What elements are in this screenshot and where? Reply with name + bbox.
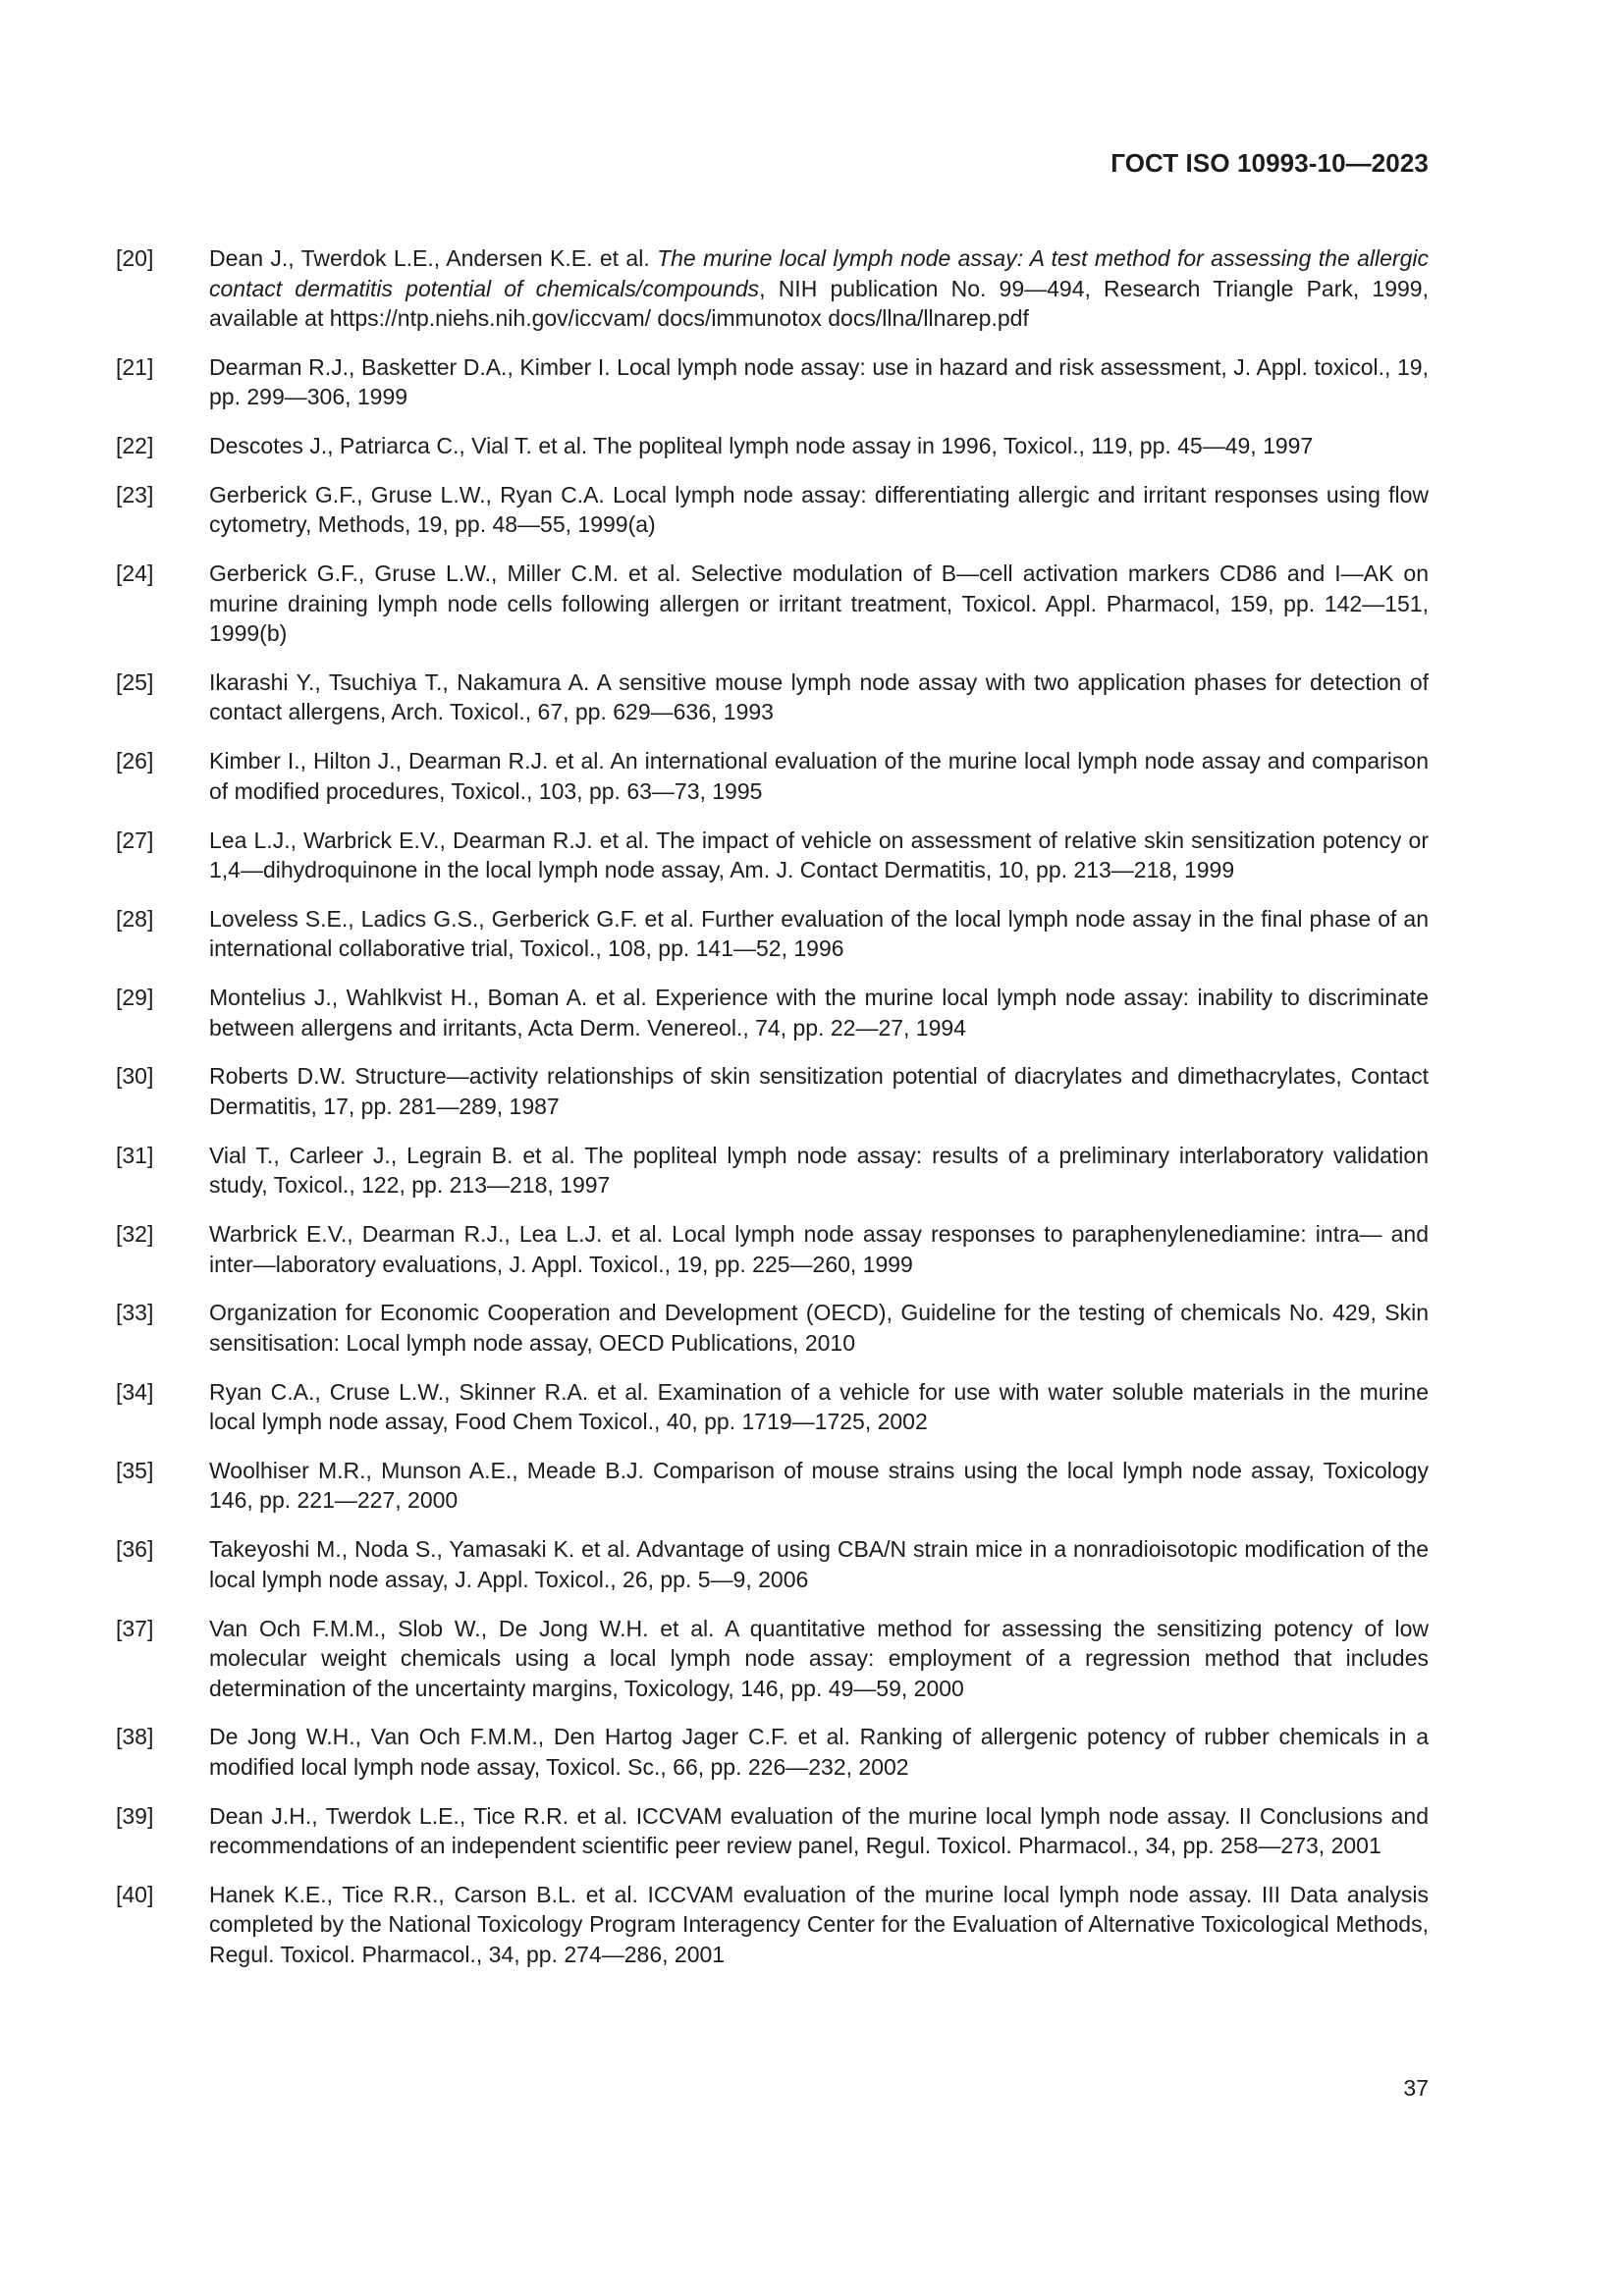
reference-number: [25] (116, 668, 154, 695)
page-header-standard-code: ГОСТ ISO 10993-10—2023 (1110, 148, 1429, 178)
reference-number: [39] (116, 1802, 154, 1829)
reference-number: [20] (116, 245, 154, 271)
reference-number: [31] (116, 1142, 154, 1168)
reference-number: [35] (116, 1457, 154, 1483)
reference-text: Organization for Economic Cooperation and Development (OECD), Guideline for the testing of chemicals No. 429, Skin sensitisation: Local lymph node assay, OECD Publications, 2010 (209, 1300, 1429, 1356)
reference-text: Hanek K.E., Tice R.R., Carson B.L. et al. ICCVAM evaluation of the murine local lymph node assay. III Data analysis completed by the National Toxicology Program Interagency Center for the Evaluation of Alternative Toxicological Methods, Regul. Toxicol. Pharmacol., 34, pp. 274—286, 2001 (209, 1881, 1429, 1967)
reference-item (116, 983, 1429, 1042)
reference-text: Roberts D.W. Structure—activity relationships of skin sensitization potential of diacrylates and dimethacrylates, Contact Dermatitis, 17, pp. 281—289, 1987 (209, 1063, 1429, 1119)
reference-number: [23] (116, 481, 154, 507)
reference-item (116, 1377, 1429, 1437)
reference-text: Lea L.J., Warbrick E.V., Dearman R.J. et al. The impact of vehicle on assessment of relative skin sensitization potency or 1,4—dihydroquinone in the local lymph node assay, Am. J. Contact Dermatitis, 10, pp. 213—218, 1999 (209, 827, 1429, 883)
reference-text: Dearman R.J., Basketter D.A., Kimber I. Local lymph node assay: use in hazard and risk assessment, J. Appl. toxicol., 19, pp. 299—306, 1999 (209, 353, 1429, 410)
reference-text: Warbrick E.V., Dearman R.J., Lea L.J. et al. Local lymph node assay responses to paraphenylenediamine: intra— and inter—laboratory evaluations, J. Appl. Toxicol., 19, pp. 225—260, 1999 (209, 1221, 1429, 1277)
reference-item (116, 559, 1429, 649)
page-number: 37 (1403, 2075, 1429, 2101)
reference-item (116, 1061, 1429, 1121)
reference-number: [24] (116, 561, 154, 587)
reference-text: Gerberick G.F., Gruse L.W., Ryan C.A. Local lymph node assay: differentiating allergic and irritant responses using flow cytometry, Methods, 19, pp. 48—55, 1999(a) (209, 481, 1429, 538)
reference-item (116, 1722, 1429, 1782)
reference-item (116, 1534, 1429, 1594)
reference-item (116, 1298, 1429, 1358)
reference-item (116, 431, 1429, 461)
reference-number: [34] (116, 1378, 154, 1405)
reference-text: Montelius J., Wahlkvist H., Boman A. et al. Experience with the murine local lymph node assay: inability to discriminate between allergens and irritants, Acta Derm. Venereol., 74, pp. 22—27, 1994 (209, 985, 1429, 1041)
reference-number: [33] (116, 1300, 154, 1326)
reference-text: Takeyoshi M., Noda S., Yamasaki K. et al. Advantage of using CBA/N strain mice in a nonradioisotopic modification of the local lymph node assay, J. Appl. Toxicol., 26, pp. 5—9, 2006 (209, 1536, 1429, 1592)
reference-number: [30] (116, 1063, 154, 1090)
reference-text: Descotes J., Patriarca C., Vial T. et al. The popliteal lymph node assay in 1996, Toxicol., 119, pp. 45—49, 1997 (209, 433, 1314, 459)
reference-item (116, 667, 1429, 727)
reference-number: [40] (116, 1881, 154, 1907)
reference-text: Loveless S.E., Ladics G.S., Gerberick G.F. et al. Further evaluation of the local lymph node assay in the final phase of an international collaborative trial, Toxicol., 108, pp. 141—52, 1996 (209, 905, 1429, 962)
reference-number: [22] (116, 433, 154, 459)
reference-text: Dean J.H., Twerdok L.E., Tice R.R. et al. ICCVAM evaluation of the murine local lymph node assay. II Conclusions and recommendations of an independent scientific peer review panel, Regul. Toxicol. Pharmacol., 34, pp. 258—273, 2001 (209, 1802, 1429, 1859)
reference-item (116, 826, 1429, 885)
reference-text: Vial T., Carleer J., Legrain B. et al. The popliteal lymph node assay: results of a preliminary interlaboratory validation study, Toxicol., 122, pp. 213—218, 1997 (209, 1142, 1429, 1199)
reference-item (116, 1614, 1429, 1704)
reference-item (116, 1219, 1429, 1279)
reference-item (116, 746, 1429, 806)
reference-text: Gerberick G.F., Gruse L.W., Miller C.M. et al. Selective modulation of B—cell activation markers CD86 and I—AK on murine draining lymph node cells following allergen or irritant treatment, Toxicol. Appl. Pharmacol, 159, pp. 142—151, 1999(b) (209, 561, 1429, 647)
reference-item (116, 1141, 1429, 1201)
reference-item (116, 1801, 1429, 1861)
reference-text: Ikarashi Y., Tsuchiya T., Nakamura A. A sensitive mouse lymph node assay with two application phases for detection of contact allergens, Arch. Toxicol., 67, pp. 629—636, 1993 (209, 668, 1429, 725)
reference-item (116, 243, 1429, 334)
reference-text (209, 243, 1429, 334)
reference-number: [32] (116, 1221, 154, 1248)
reference-text: Woolhiser M.R., Munson A.E., Meade B.J. Comparison of mouse strains using the local lymph node assay, Toxicology 146, pp. 221—227, 2000 (209, 1457, 1429, 1514)
reference-title-italic: The murine local lymph node assay: A test method for assessing the allergic contact dermatitis potential of chemicals/compounds (209, 245, 1429, 301)
reference-number: [27] (116, 827, 154, 853)
reference-number: [28] (116, 905, 154, 932)
reference-number: [21] (116, 353, 154, 380)
reference-item (116, 904, 1429, 964)
reference-number: [36] (116, 1536, 154, 1563)
reference-authors: Dean J., Twerdok L.E., Andersen K.E. et al. (209, 245, 658, 271)
reference-text: Ryan C.A., Cruse L.W., Skinner R.A. et al. Examination of a vehicle for use with water soluble materials in the murine local lymph node assay, Food Chem Toxicol., 40, pp. 1719—1725, 2002 (209, 1378, 1429, 1435)
reference-item (116, 352, 1429, 412)
reference-number: [26] (116, 748, 154, 774)
reference-text: Kimber I., Hilton J., Dearman R.J. et al. An international evaluation of the murine local lymph node assay and comparison of modified procedures, Toxicol., 103, pp. 63—73, 1995 (209, 748, 1429, 804)
reference-number: [38] (116, 1724, 154, 1750)
reference-item (116, 1880, 1429, 1970)
reference-item (116, 480, 1429, 540)
reference-item (116, 1456, 1429, 1516)
bibliography-list (116, 243, 1429, 1989)
reference-number: [29] (116, 985, 154, 1011)
reference-details: , NIH publication No. 99—494, Research Triangle Park, 1999, available at https://ntp.niehs.nih.gov/iccvam/ docs/immunotox docs/llna/llnarep.pdf (209, 275, 1429, 331)
reference-text: De Jong W.H., Van Och F.M.M., Den Hartog Jager C.F. et al. Ranking of allergenic potency of rubber chemicals in a modified local lymph node assay, Toxicol. Sc., 66, pp. 226—232, 2002 (209, 1724, 1429, 1780)
reference-text: Van Och F.M.M., Slob W., De Jong W.H. et al. A quantitative method for assessing the sensitizing potency of low molecular weight chemicals using a local lymph node assay: employment of a regression method that includes determination of the uncertainty margins, Toxicology, 146, pp. 49—59, 2000 (209, 1615, 1429, 1701)
reference-number: [37] (116, 1615, 154, 1641)
